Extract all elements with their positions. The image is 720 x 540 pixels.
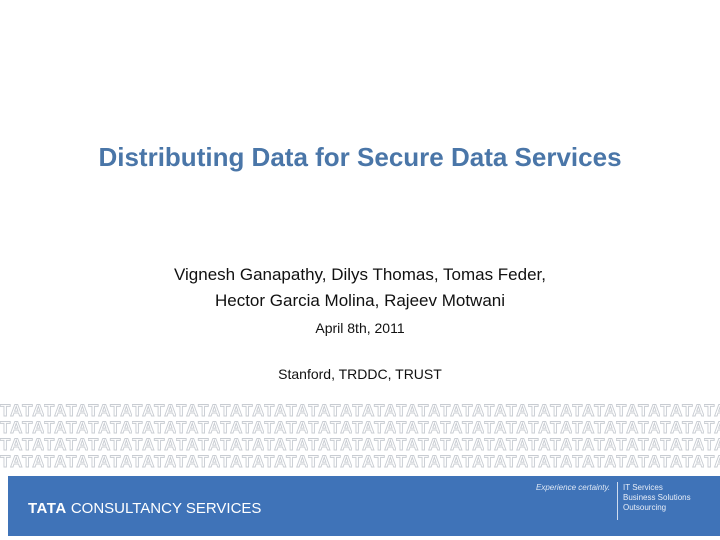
- service-item: IT Services: [623, 483, 663, 492]
- authors-line-1: Vignesh Ganapathy, Dilys Thomas, Tomas Feder,: [174, 265, 546, 284]
- presentation-date: April 8th, 2011: [315, 320, 405, 336]
- services-list: [623, 483, 691, 513]
- slide-title: Distributing Data for Secure Data Services: [98, 142, 622, 172]
- tagline: Experience certainty.: [536, 483, 611, 492]
- tata-watermark-pattern: [0, 402, 720, 470]
- footer-bar: [8, 476, 720, 536]
- tcs-logo: [28, 500, 261, 517]
- service-item: Outsourcing: [623, 503, 667, 512]
- logo-brand-bold: TATA: [28, 500, 67, 517]
- affiliations: Stanford, TRDDC, TRUST: [278, 366, 442, 382]
- authors-line-2: Hector Garcia Molina, Rajeev Motwani: [214, 291, 506, 310]
- service-item: Business Solutions: [623, 493, 691, 502]
- footer-divider: [617, 482, 618, 520]
- author-list: [0, 262, 720, 314]
- logo-brand-rest: CONSULTANCY SERVICES: [70, 500, 262, 517]
